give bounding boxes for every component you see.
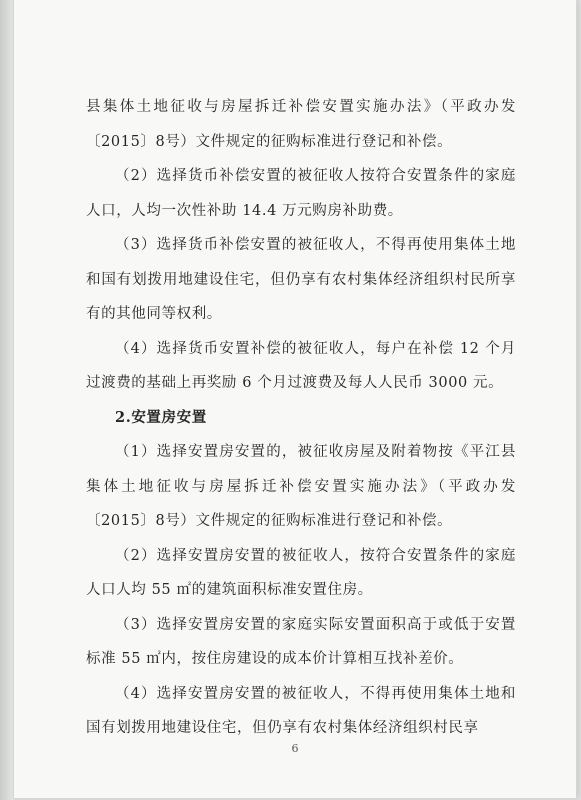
document-page [14, 0, 576, 798]
paragraph: （2）选择货币补偿安置的被征收人按符合安置条件的家庭人口，人均一次性补助 14.4 万元购房补助费。 [86, 168, 516, 219]
paragraph: （4）选择安置房安置的被征收人，不得再使用集体土地和国有划拨用地建设住宅，但仍享有农村集体经济组织村民享 [86, 685, 516, 736]
paragraph: （2）选择安置房安置的被征收人，按符合安置条件的家庭人口人均 55 ㎡的建筑面积标准安置住房。 [86, 547, 516, 598]
document-body [86, 90, 516, 746]
paragraph: （3）选择安置房安置的家庭实际安置面积高于或低于安置标准 55 ㎡内，按住房建设的成本价计算相互找补差价。 [86, 616, 516, 667]
scan-edge [0, 0, 14, 800]
paragraph: （3）选择货币补偿安置的被征收人，不得再使用集体土地和国有划拨用地建设住宅，但仍享有农村集体经济组织村民所享有的其他同等权利。 [86, 237, 516, 322]
page-number: 6 [291, 742, 299, 755]
paragraph: （4）选择货币安置补偿的被征收人，每户在补偿 12 个月过渡费的基础上再奖励 6 个月过渡费及每人人民币 3000 元。 [86, 340, 516, 391]
paragraph: （1）选择安置房安置的，被征收房屋及附着物按《平江县集体土地征收与房屋拆迁补偿安置实施办法》（平政办发〔2015〕8号）文件规定的征购标准进行登记和补偿。 [86, 444, 516, 529]
paragraph: 县集体土地征收与房屋拆迁补偿安置实施办法》（平政办发〔2015〕8号）文件规定的征购标准进行登记和补偿。 [86, 99, 516, 150]
section-heading: 2.安置房安置 [115, 408, 207, 426]
